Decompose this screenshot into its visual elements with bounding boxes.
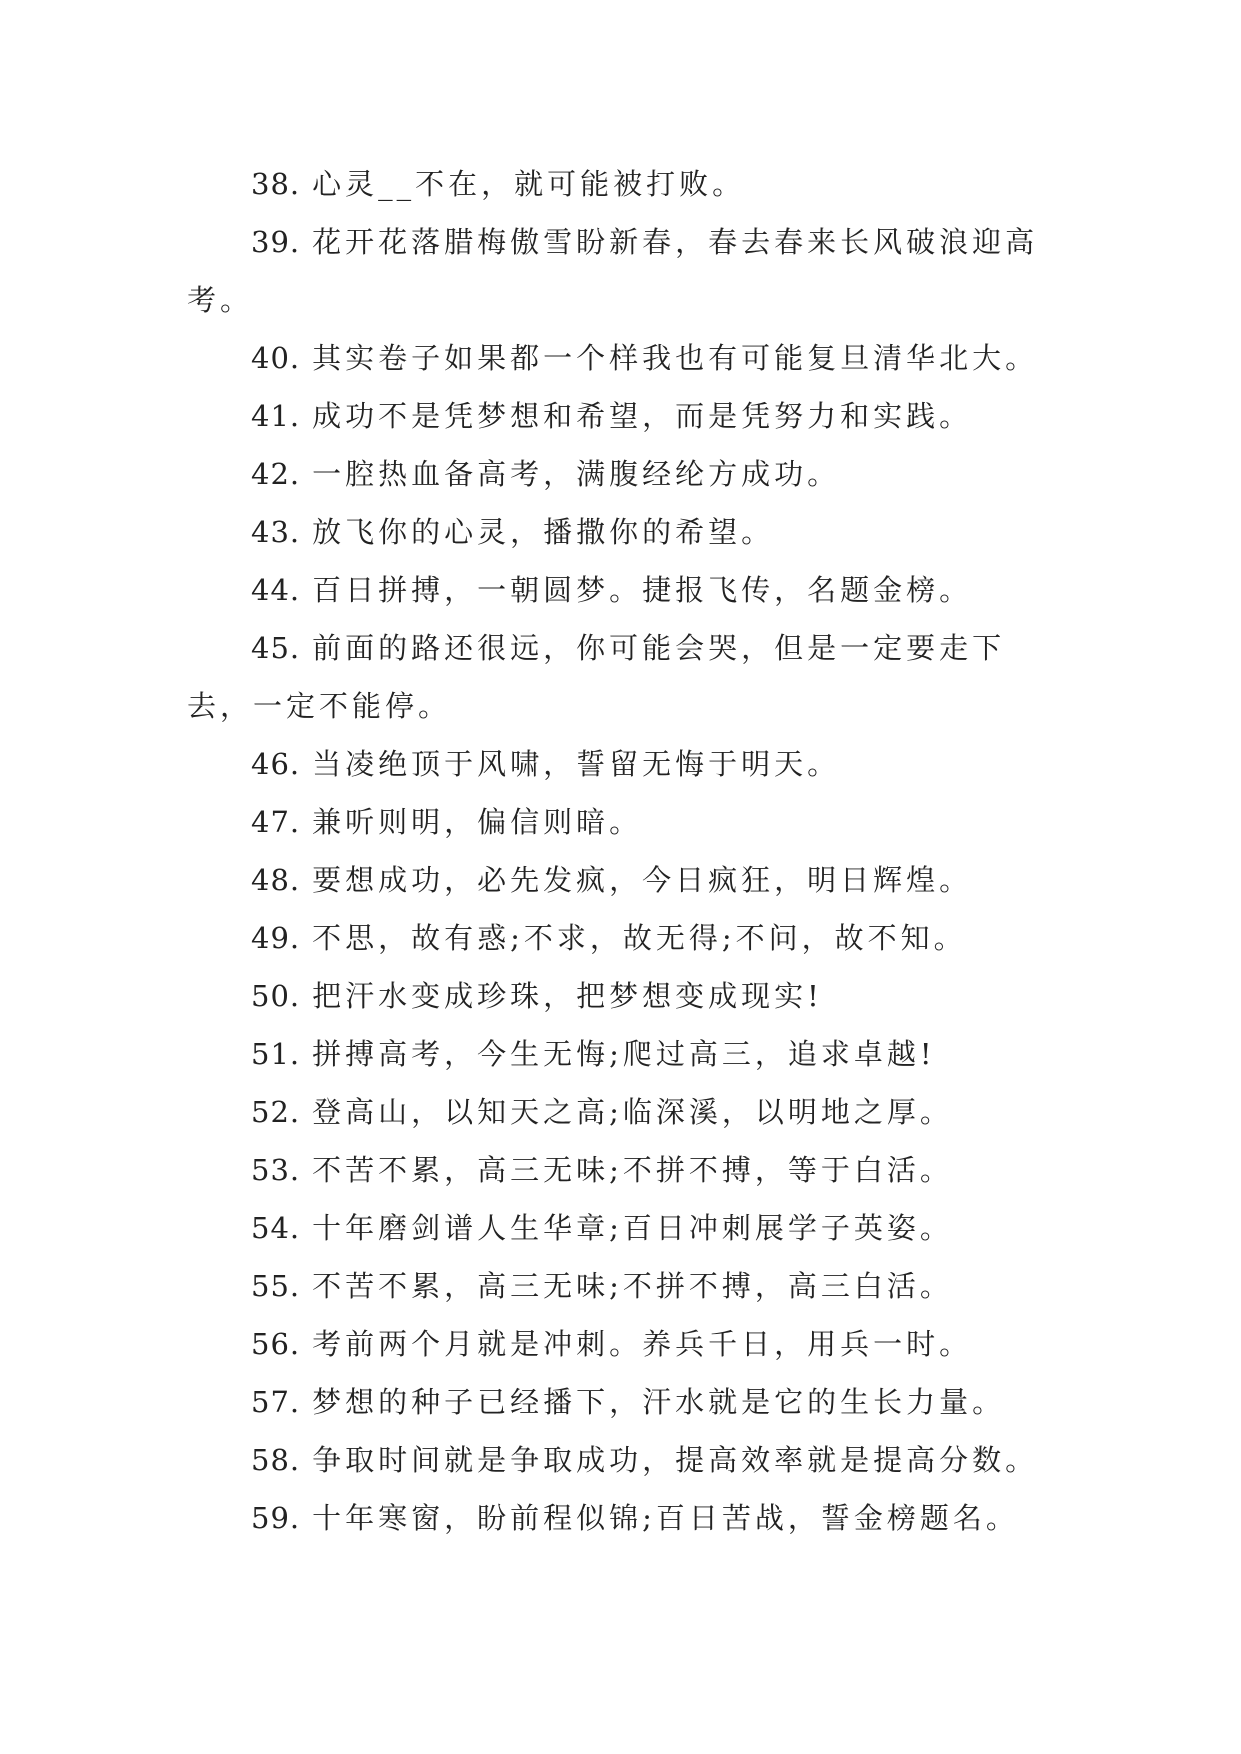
- item-number: 46.: [251, 747, 301, 781]
- list-item: [187, 793, 1067, 851]
- list-item: [187, 213, 1067, 329]
- list-item: [187, 735, 1067, 793]
- item-number: 41.: [251, 399, 301, 433]
- item-number: 44.: [251, 573, 301, 607]
- list-item: [187, 619, 1067, 735]
- item-number: 42.: [251, 457, 301, 491]
- item-number: 48.: [251, 863, 301, 897]
- item-number: 43.: [251, 515, 301, 549]
- item-number: 52.: [251, 1095, 301, 1129]
- item-number: 54.: [251, 1211, 301, 1245]
- list-item: [187, 1083, 1067, 1141]
- item-text: 争取时间就是争取成功，提高效率就是提高分数。: [312, 1443, 1039, 1477]
- list-item: [187, 967, 1067, 1025]
- item-text: 其实卷子如果都一个样我也有可能复旦清华北大。: [312, 341, 1039, 375]
- item-text: 不苦不累，高三无味;不拼不搏，高三白活。: [312, 1269, 953, 1303]
- item-number: 57.: [251, 1385, 301, 1419]
- item-text: 心灵__不在，就可能被打败。: [312, 167, 746, 201]
- item-text: 梦想的种子已经播下，汗水就是它的生长力量。: [312, 1385, 1006, 1419]
- list-item: [187, 1199, 1067, 1257]
- item-text: 要想成功，必先发疯，今日疯狂，明日辉煌。: [312, 863, 973, 897]
- item-text: 不苦不累，高三无味;不拼不搏，等于白活。: [312, 1153, 953, 1187]
- item-number: 56.: [251, 1327, 301, 1361]
- list-item: [187, 1431, 1067, 1489]
- list-item: [187, 561, 1067, 619]
- item-text: 兼听则明，偏信则暗。: [312, 805, 643, 839]
- list-item: [187, 445, 1067, 503]
- list-item: [187, 329, 1067, 387]
- item-text: 前面的路还很远，你可能会哭，但是一定要走下去，一定不能停。: [187, 631, 1006, 723]
- item-number: 59.: [251, 1501, 301, 1535]
- item-number: 47.: [251, 805, 301, 839]
- list-item: [187, 1025, 1067, 1083]
- item-number: 55.: [251, 1269, 301, 1303]
- list-item: [187, 503, 1067, 561]
- item-number: 51.: [251, 1037, 301, 1071]
- item-text: 十年寒窗，盼前程似锦;百日苦战，誓金榜题名。: [312, 1501, 1019, 1535]
- list-item: [187, 1141, 1067, 1199]
- item-number: 45.: [251, 631, 301, 665]
- item-number: 39.: [251, 225, 301, 259]
- item-text: 放飞你的心灵，播撒你的希望。: [312, 515, 775, 549]
- list-item: [187, 387, 1067, 445]
- item-number: 49.: [251, 921, 301, 955]
- item-text: 花开花落腊梅傲雪盼新春，春去春来长风破浪迎高考。: [187, 225, 1039, 317]
- item-text: 成功不是凭梦想和希望，而是凭努力和实践。: [312, 399, 973, 433]
- item-text: 把汗水变成珍珠，把梦想变成现实!: [312, 979, 823, 1013]
- list-item: [187, 1257, 1067, 1315]
- item-number: 50.: [251, 979, 301, 1013]
- list-item: [187, 1315, 1067, 1373]
- item-number: 58.: [251, 1443, 301, 1477]
- item-text: 登高山，以知天之高;临深溪，以明地之厚。: [312, 1095, 953, 1129]
- item-number: 40.: [251, 341, 301, 375]
- list-item: [187, 909, 1067, 967]
- item-text: 考前两个月就是冲刺。养兵千日，用兵一时。: [312, 1327, 973, 1361]
- item-text: 百日拼搏，一朝圆梦。捷报飞传，名题金榜。: [312, 573, 973, 607]
- item-text: 一腔热血备高考，满腹经纶方成功。: [312, 457, 841, 491]
- item-text: 拼搏高考，今生无悔;爬过高三，追求卓越!: [312, 1037, 936, 1071]
- list-item: [187, 155, 1067, 213]
- item-number: 38.: [251, 167, 301, 201]
- item-number: 53.: [251, 1153, 301, 1187]
- quote-list: [187, 155, 1067, 1547]
- item-text: 当凌绝顶于风啸，誓留无悔于明天。: [312, 747, 841, 781]
- item-text: 不思，故有惑;不求，故无得;不问，故不知。: [312, 921, 967, 955]
- list-item: [187, 1489, 1067, 1547]
- list-item: [187, 1373, 1067, 1431]
- item-text: 十年磨剑谱人生华章;百日冲刺展学子英姿。: [312, 1211, 953, 1245]
- list-item: [187, 851, 1067, 909]
